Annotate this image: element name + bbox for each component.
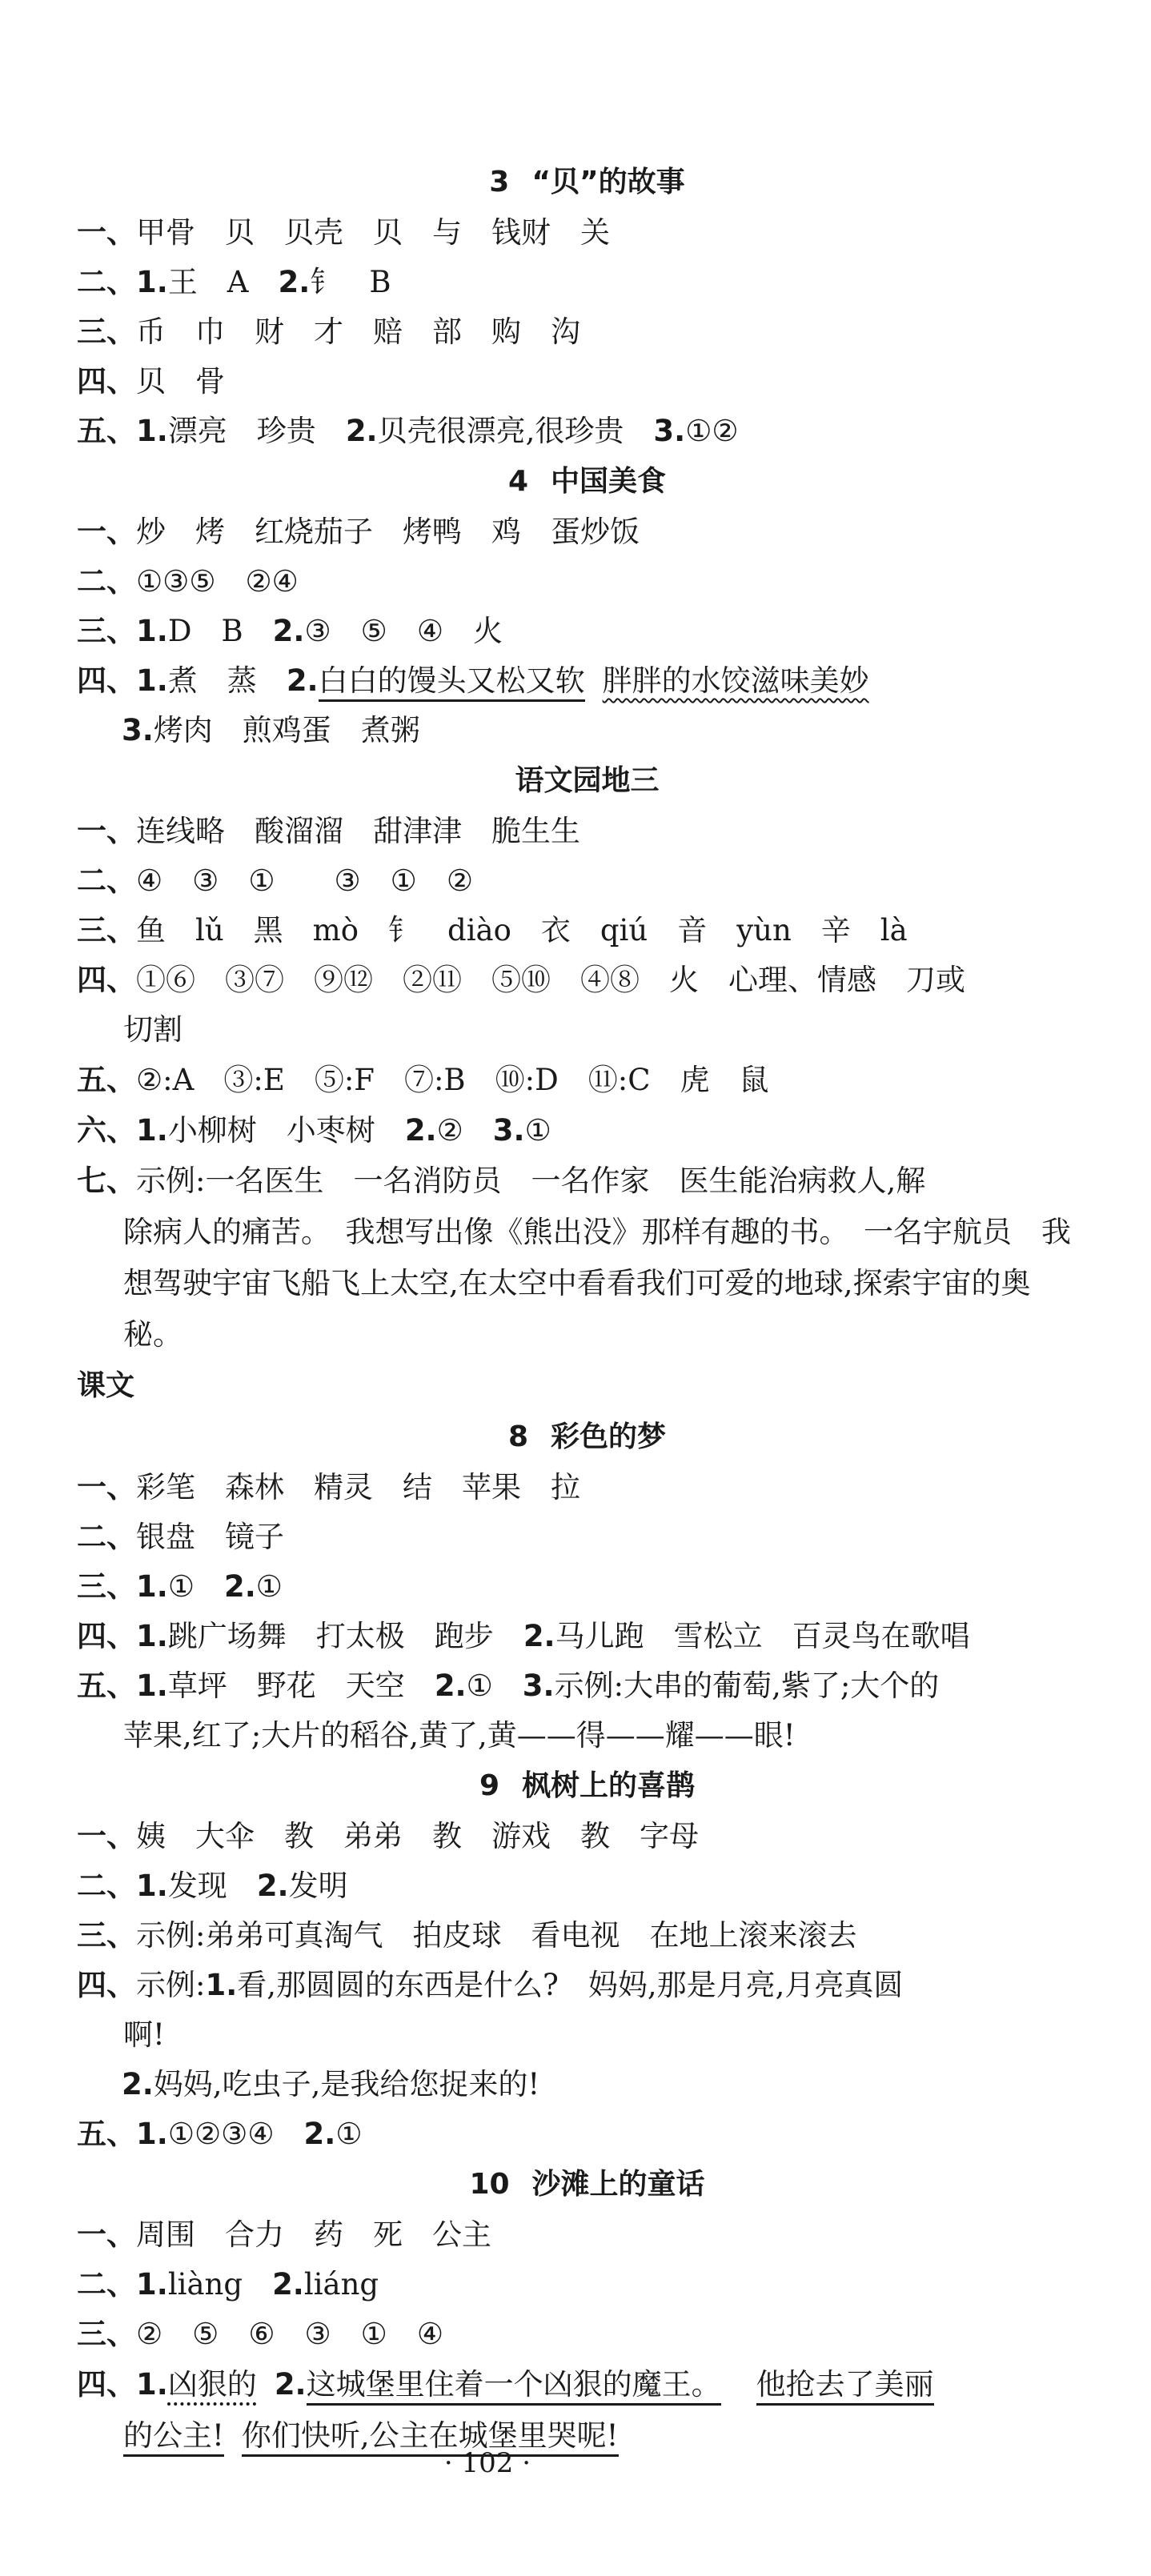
answer-line [77,2310,1077,2359]
question-label: 一、 [77,515,136,549]
sub-number: 1. [136,414,168,448]
section-title-10 [97,2159,1077,2210]
answer-line [77,1106,1077,1156]
answer-text: ② [436,1113,493,1148]
answer-line [77,856,1077,906]
question-label: 五、 [77,2117,136,2151]
sub-number: 2. [223,1569,256,1604]
question-label: 二、 [77,1520,136,1554]
answer-text: 连线略 酸溜溜 甜津津 脆生生 [136,814,580,848]
section-number: 10 [469,2168,510,2201]
question-label: 六、 [77,1113,136,1148]
sub-number: 3. [492,1113,525,1148]
answer-text: ①③⑤ ②④ [136,564,299,599]
sub-number: 1. [136,1669,168,1703]
section-number: 4 [507,465,529,498]
sub-number: 1. [136,1869,168,1903]
answer-text: 钅 B [310,265,391,299]
underlined-answer: 这城堡里住着一个凶狠的魔王。 [307,2367,721,2406]
sub-number: 1. [136,1569,168,1604]
sub-number: 1. [205,1968,238,2002]
answer-line [77,1661,1077,1711]
sub-number: 3. [122,713,154,747]
question-label: 二、 [77,1869,136,1903]
question-label: 一、 [77,1470,136,1504]
answer-line [77,1055,1077,1106]
answer-text: 贝 骨 [136,364,225,399]
answer-text: 甲骨 贝 贝壳 贝 与 钱财 关 [136,215,610,250]
sub-number: 1. [136,614,168,648]
answer-text: 烤肉 煎鸡蛋 煮粥 [153,713,420,747]
section-title-text: 中国美食 [551,465,667,498]
question-label: 三、 [77,1569,136,1604]
answer-text: ②:A ③:E ⑤:F ⑦:B ⑩:D ⑪:C 虎 鼠 [136,1063,769,1097]
answer-line [77,1512,1077,1562]
answer-line [77,706,1077,755]
answer-text: ① [335,2117,363,2151]
page-number: · 102 · [443,2447,531,2479]
question-label: 二、 [77,863,136,898]
answer-text: 马儿跑 雪松立 百灵鸟在歌唱 [555,1619,970,1653]
section-title-garden [97,755,1077,807]
answer-line [77,1612,1077,1661]
answer-text: D B [167,614,273,648]
answer-line [77,656,1077,706]
answer-line [77,807,1077,856]
category-heading: 课文 [77,1369,135,1402]
section-number: 9 [479,1769,500,1802]
answer-text: 啊! [123,2017,165,2052]
question-label: 三、 [77,2317,136,2351]
answer-line [77,607,1077,656]
answer-line [77,2359,1077,2410]
section-number: 8 [507,1420,529,1453]
question-label: 一、 [77,814,136,848]
sub-number: 1. [136,2117,168,2151]
answer-text: 鱼 lǔ 黑 mò 钅 diào 衣 qiú 音 yùn 辛 là [136,913,908,947]
answer-line [77,1562,1077,1612]
question-label: 二、 [77,564,136,599]
answer-line [77,1861,1077,1911]
question-label: 二、 [77,265,136,299]
section-number: 3 [489,166,510,198]
underlined-answer: 你们快听,公主在城堡里哭呢! [242,2418,619,2457]
answer-line [77,2260,1077,2310]
answer-text: liàng [167,2267,273,2302]
sub-number: 2. [278,265,311,299]
answer-text: 炒 烤 红烧茄子 烤鸭 鸡 蛋炒饭 [136,515,640,549]
question-label: 四、 [77,1619,136,1653]
answer-line [77,357,1077,407]
answer-line [77,1812,1077,1861]
question-label: 四、 [77,364,136,399]
wavy-underlined-answer: 胖胖的水饺滋味美妙 [602,663,869,698]
answer-text: ①⑥ ③⑦ ⑨⑫ ②⑪ ⑤⑩ ④⑧ 火 心理、情感 刀或 [136,963,965,997]
question-label: 五、 [77,414,136,448]
answer-paragraph [77,1156,1077,1360]
sub-number: 2. [272,614,305,648]
answer-text: 周围 合力 药 死 公主 [136,2217,491,2252]
sub-number: 2. [303,2117,336,2151]
answer-text: 贝壳很漂亮,很珍贵 [377,414,654,448]
answer-text: 示例: [136,1968,206,2002]
answer-line [77,307,1077,357]
answer-line [77,1911,1077,1961]
section-title-text: 彩色的梦 [551,1420,667,1453]
question-label: 四、 [77,2367,136,2402]
answer-text: ③ ⑤ ④ 火 [304,614,503,648]
sub-number: 1. [136,663,168,698]
sub-number: 1. [136,265,168,299]
answer-line [77,1961,1077,2010]
answer-text: ①②③④ [167,2117,304,2151]
underlined-answer: 白白的馒头又松又软 [319,663,585,702]
sub-number: 2. [286,663,319,698]
question-label: 一、 [77,1819,136,1853]
question-label: 一、 [77,2217,136,2252]
answer-text: 煮 蒸 [167,663,287,698]
underlined-answer: 他抢去了美丽 [756,2367,934,2406]
answer-text: 苹果,红了;大片的稻谷,黄了,黄——得——耀——眼! [123,1718,796,1753]
answer-line [77,2060,1077,2109]
section-title-9 [97,1761,1077,1812]
sub-number: 2. [274,2367,307,2402]
question-label: 七、 [77,1164,136,1198]
answer-line [77,1463,1077,1512]
answer-line [77,557,1077,607]
answer-text: 发现 [167,1869,257,1903]
answer-text: 漂亮 珍贵 [167,414,346,448]
answer-line [77,2109,1077,2159]
answer-line [77,258,1077,307]
section-title-text: “贝”的故事 [531,166,685,198]
sub-number: 2. [256,1869,289,1903]
answer-text: ② ⑤ ⑥ ③ ① ④ [136,2317,444,2351]
answer-text: 示例:大串的葡萄,紫了;大个的 [554,1669,940,1703]
question-label: 一、 [77,215,136,250]
question-label: 三、 [77,913,136,947]
answer-text: 王 A [167,265,279,299]
answer-text: 发明 [288,1869,348,1903]
question-label: 三、 [77,614,136,648]
answer-text: ① [524,1113,551,1148]
answer-line [77,906,1077,955]
sub-number: 1. [136,1113,168,1148]
answer-text: liáng [303,2267,379,2302]
answer-text: ④ ③ ① ③ ① ② [136,863,474,898]
question-label: 四、 [77,1968,136,2002]
answer-text: ①② [685,414,739,448]
answer-text: 妈妈,吃虫子,是我给您捉来的! [153,2067,540,2101]
answer-line-continued [77,1711,1077,1761]
sub-number: 2. [434,1669,467,1703]
answer-text: 看,那圆圆的东西是什么? 妈妈,那是月亮,月亮真圆 [237,1968,904,2002]
section-title-3 [97,157,1077,208]
sub-number: 1. [136,2367,168,2402]
answer-text: 示例:一名医生 一名消防员 一名作家 医生能治病救人,解 [136,1164,926,1198]
answer-text: 切割 [123,1012,182,1047]
question-label: 三、 [77,1918,136,1953]
section-title-8 [97,1412,1077,1463]
sub-number: 2. [272,2267,304,2302]
question-label: 三、 [77,314,136,349]
sub-number: 1. [136,2267,168,2302]
section-title-text: 语文园地三 [515,764,660,797]
answer-text: 银盘 镜子 [136,1520,284,1554]
sub-number: 2. [523,1619,555,1653]
answer-text: 小柳树 小枣树 [167,1113,405,1148]
sub-number: 2. [122,2067,154,2101]
answer-line [77,2210,1077,2260]
answer-line [77,407,1077,456]
answer-text: ① [167,1569,224,1604]
section-title-text: 沙滩上的童话 [531,2168,705,2201]
answer-line [77,208,1077,258]
sub-number: 3. [653,414,686,448]
answer-text: ① [255,1569,283,1604]
answer-text-continued: 除病人的痛苦。 我想写出像《熊出没》那样有趣的书。 一名宇航员 我想驾驶宇宙飞船飞上太空,在太空中看看我们可爱的地球,探索宇宙的奥秘。 [123,1215,1071,1352]
sub-number: 2. [345,414,378,448]
answer-text: 跳广场舞 打太极 跑步 [167,1619,523,1653]
answer-line [77,507,1077,557]
question-label: 五、 [77,1669,136,1703]
section-title-text: 枫树上的喜鹊 [522,1769,696,1802]
answer-content [77,157,1077,2462]
sub-number: 2. [404,1113,437,1148]
question-label: 四、 [77,663,136,698]
question-label: 二、 [77,2267,136,2302]
underlined-answer: 的公主! [123,2418,224,2457]
answer-line [77,955,1077,1005]
answer-text: 草坪 野花 天空 [167,1669,435,1703]
section-title-4 [97,456,1077,507]
sub-number: 1. [136,1619,168,1653]
answer-text: 币 巾 财 才 赔 部 购 沟 [136,314,580,349]
answer-line-continued [77,1005,1077,1055]
answer-line-continued [77,2010,1077,2060]
question-label: 五、 [77,1063,136,1097]
answer-text: 彩笔 森林 精灵 结 苹果 拉 [136,1470,580,1504]
answer-text: 示例:弟弟可真淘气 拍皮球 看电视 在地上滚来滚去 [136,1918,857,1953]
emphasis-dotted-answer: 凶狠的 [167,2367,257,2402]
answer-text: 姨 大伞 教 弟弟 教 游戏 教 字母 [136,1819,699,1853]
question-label: 四、 [77,963,136,997]
answer-text: ① [466,1669,523,1703]
sub-number: 3. [522,1669,555,1703]
